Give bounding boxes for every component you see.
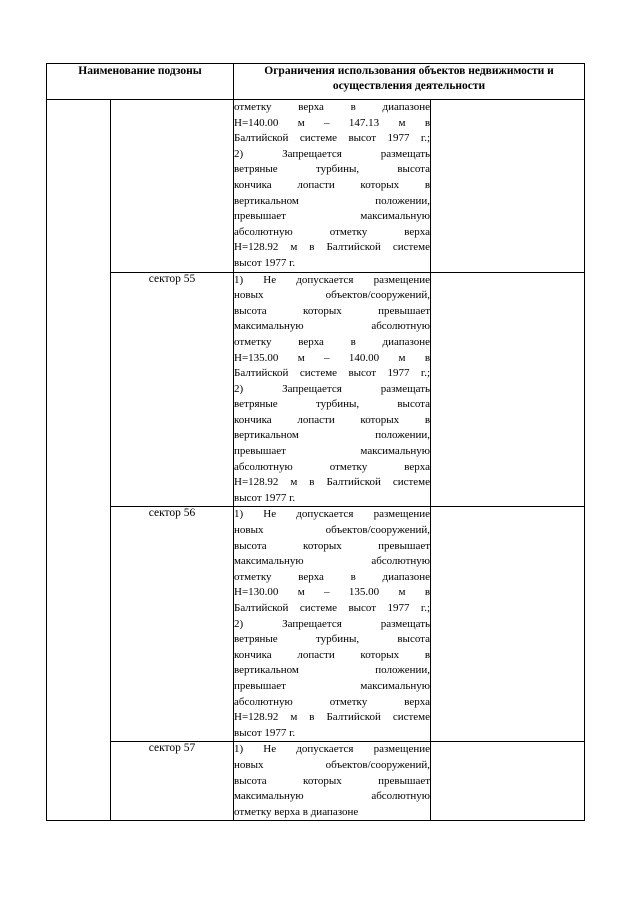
restriction-text-line: вертикальном положении, bbox=[234, 664, 431, 677]
restriction-text-line: Н=128.92 м в Балтийской системе bbox=[234, 476, 431, 489]
restriction-text-line: вертикальном положении, bbox=[234, 194, 431, 207]
restriction-text-line: кончика лопасти которых в bbox=[234, 178, 431, 191]
restriction-text-line: высота которых превышает bbox=[234, 774, 431, 787]
restriction-text-line: Н=130.00 м – 135.00 м в bbox=[234, 586, 431, 599]
restriction-text-line: Балтийской системе высот 1977 г.; bbox=[234, 132, 431, 145]
sector-name-cell bbox=[111, 507, 234, 742]
header-restrictions-line1: Ограничения использования объектов недвижимости и bbox=[264, 65, 554, 77]
restriction-text-line: вертикальном положении, bbox=[234, 429, 431, 442]
restriction-text-line: отметку верха в диапазоне bbox=[234, 335, 431, 348]
empty-cell bbox=[431, 742, 585, 821]
empty-cell bbox=[431, 100, 585, 273]
restriction-text-line: 2) Запрещается размещать bbox=[234, 147, 431, 160]
restriction-text-line: превышает максимальную bbox=[234, 445, 431, 458]
restriction-text-line: 1) Не допускается размещение bbox=[234, 743, 431, 756]
sector-name-cell bbox=[111, 100, 234, 273]
restriction-text-line: отметку верха в диапазоне bbox=[234, 101, 431, 113]
restriction-text-line: 2) Запрещается размещать bbox=[234, 382, 431, 395]
restriction-text-line: высот 1977 г. bbox=[234, 491, 296, 504]
restriction-text-line: Н=128.92 м в Балтийской системе bbox=[234, 241, 431, 254]
restriction-text-line: Н=140.00 м – 147.13 м в bbox=[234, 116, 431, 129]
restriction-text-line: максимальную абсолютную bbox=[234, 320, 431, 333]
restriction-text-line: ветряные турбины, высота bbox=[234, 163, 431, 176]
restriction-text-line: 2) Запрещается размещать bbox=[234, 617, 431, 630]
sector-name: сектор 57 bbox=[148, 742, 196, 755]
header-restrictions-line2: осуществления деятельности bbox=[332, 80, 486, 92]
restriction-text-line: высот 1977 г. bbox=[234, 256, 296, 269]
restriction-text-line: абсолютную отметку верха bbox=[234, 695, 431, 708]
restriction-text-cell bbox=[234, 507, 431, 742]
restriction-text-line: новых объектов/сооружений, bbox=[234, 289, 431, 302]
header-subzone-name-text: Наименование подзоны bbox=[78, 65, 202, 77]
table-header-row bbox=[47, 64, 585, 100]
table-row bbox=[47, 507, 585, 742]
sector-name: сектор 55 bbox=[148, 272, 196, 285]
sector-name: сектор 56 bbox=[148, 507, 196, 520]
restriction-text-cell bbox=[234, 272, 431, 507]
restriction-text-line: кончика лопасти которых в bbox=[234, 413, 431, 426]
empty-cell bbox=[431, 272, 585, 507]
restriction-text-line: 1) Не допускается размещение bbox=[234, 508, 431, 521]
restriction-text-line: Н=135.00 м – 140.00 м в bbox=[234, 351, 431, 364]
restriction-text-line: высот 1977 г. bbox=[234, 726, 296, 739]
restriction-text-line: кончика лопасти которых в bbox=[234, 648, 431, 661]
header-subzone-name bbox=[47, 64, 234, 100]
restrictions-table bbox=[46, 63, 585, 821]
restriction-text-line: новых объектов/сооружений, bbox=[234, 524, 431, 537]
table-row bbox=[47, 272, 585, 507]
restriction-text-line: ветряные турбины, высота bbox=[234, 633, 431, 646]
restriction-text-line: Н=128.92 м в Балтийской системе bbox=[234, 711, 431, 724]
restriction-text-line: отметку верха в диапазоне bbox=[234, 570, 431, 583]
restriction-text-cell bbox=[234, 742, 431, 821]
restriction-text-line: Балтийской системе высот 1977 г.; bbox=[234, 602, 431, 614]
restriction-text-line: Балтийской системе высот 1977 г.; bbox=[234, 367, 431, 380]
restriction-text-line: высота которых превышает bbox=[234, 304, 431, 317]
restriction-text-line: абсолютную отметку верха bbox=[234, 225, 431, 238]
restriction-text-line: высота которых превышает bbox=[234, 539, 431, 552]
header-restrictions bbox=[234, 64, 585, 100]
restriction-text-line: максимальную абсолютную bbox=[234, 555, 431, 568]
restriction-text-line: отметку верха в диапазоне bbox=[234, 805, 359, 818]
restriction-text-line: ветряные турбины, высота bbox=[234, 398, 431, 411]
restriction-text-line: абсолютную отметку верха bbox=[234, 460, 431, 473]
restriction-text-line: максимальную абсолютную bbox=[234, 790, 431, 803]
restriction-text-line: превышает максимальную bbox=[234, 210, 431, 223]
empty-cell bbox=[431, 507, 585, 742]
table-row bbox=[47, 742, 585, 821]
restriction-text-line: новых объектов/сооружений, bbox=[234, 758, 431, 771]
sector-name-cell bbox=[111, 272, 234, 507]
sector-name-cell bbox=[111, 742, 234, 821]
restriction-text-line: 1) Не допускается размещение bbox=[234, 273, 431, 286]
table-row bbox=[47, 100, 585, 273]
restriction-text-cell bbox=[234, 100, 431, 273]
zone-cell bbox=[47, 100, 111, 821]
restriction-text-line: превышает максимальную bbox=[234, 679, 431, 692]
table-body bbox=[47, 100, 585, 821]
